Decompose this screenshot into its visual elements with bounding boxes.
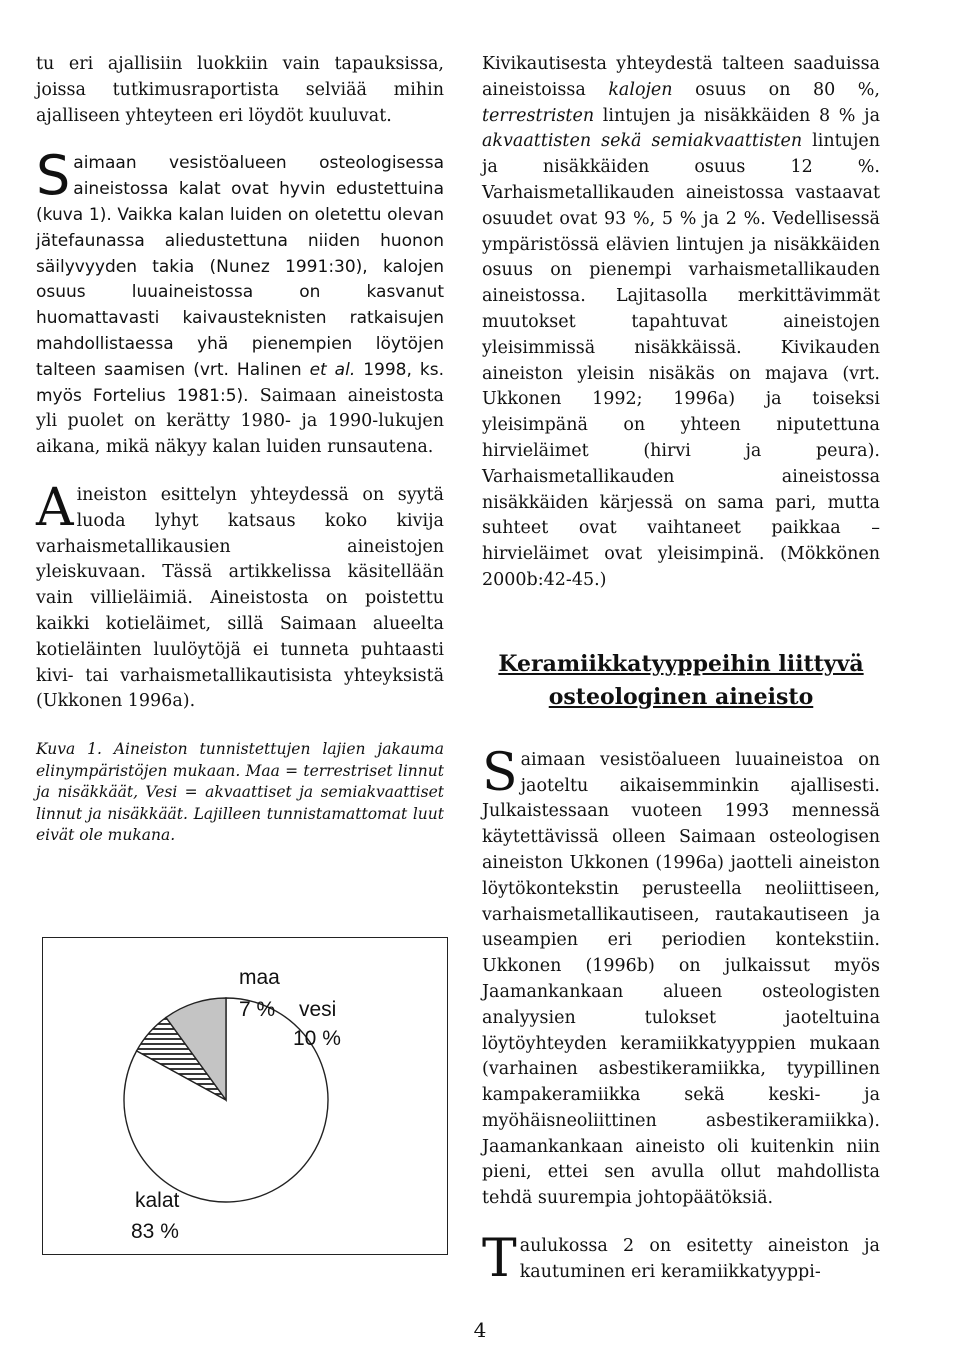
left-paragraph-3-text: ineiston esittelyn yhteydessä on syytä luoda lyhyt katsaus koko kivija varhaismetallikausien aineistojen yleiskuvaan. Tässä artikkelissa käsitellään vain villieläimiä. Aineistosta on poistettu kaikki kotieläimet, sillä Saimaan alueelta kotieläinten luulöytöjä ei tunneta puhtaasti kivi- tai varhaismetallikautisista yhteyksistä (Ukkonen 1996a). <box>36 484 444 712</box>
right-column <box>482 52 881 1290</box>
slice-label-vesi: vesi <box>299 998 337 1021</box>
slice-label-maa: maa <box>239 966 280 989</box>
right-paragraph-1-terrestristen: terrestristen <box>482 105 595 126</box>
left-column <box>36 52 444 847</box>
slice-value-maa: 7 % <box>239 998 276 1021</box>
section-heading: Keramiikkatyyppeihin liittyvä osteologinen aineisto <box>498 650 864 710</box>
left-paragraph-1: tu eri ajallisiin luokkiin vain tapauksissa, joissa tutkimusraportista selviää mihin ajalliseen yhteyteen eri löydöt kuuluvat. <box>36 54 444 126</box>
right-paragraph-3-text: aulukossa 2 on esitetty aineiston ja kautuminen eri keramiikkatyyppi- <box>519 1236 880 1282</box>
right-paragraph-1-d: lintujen ja nisäkkäiden osuus 12 %. Varhaismetallikauden aineistossa vastaavat osuudet ovat 93 %, 5 % ja 2 %. Vedellisessä ympäristössä elävien lintujen ja nisäkkäiden osuus on pienempi varhaismetallikauden aineistossa. Lajitasolla merkittävimmät muutokset tapahtuvat aineistojen yleisimmissä nisäkkäissä. Kivikauden aineiston yleisin nisäkäs on majava (vrt. Ukkonen 1992; 1996a) ja toiseksi yleisimpänä on yhteen niputettuna hirvieläimet (hirvi ja peura). Varhaismetallikauden aineistossa nisäkkäiden kärjessä on sama pari, mutta suhteet ovat vaihtaneet paikkaa – hirvieläimet ovat yleisimpinä. (Mökkönen 2000b:42-45.) <box>482 131 881 590</box>
right-paragraph-1-b: osuus on 80 %, <box>672 79 880 100</box>
drop-cap: S <box>36 144 71 208</box>
right-paragraph-1-c: lintujen ja nisäkkäiden 8 % ja <box>594 105 880 126</box>
drop-cap: S <box>482 742 518 803</box>
right-paragraph-1-kalojen: kalojen <box>608 79 673 100</box>
right-paragraph-1 <box>482 52 880 594</box>
left-paragraph-2-text-c: Saimaan aineistosta yli puolet on kerätty 1980- ja 1990-lukujen aikana, mikä näkyy kalan luiden runsautena. <box>36 385 444 458</box>
left-paragraph-2 <box>36 144 444 461</box>
right-paragraph-1-a: Kivikautisesta yhteydestä talteen saaduissa aineistoissa <box>482 54 880 100</box>
left-paragraph-3 <box>36 477 444 715</box>
slice-value-kalat: 83 % <box>131 1220 179 1243</box>
left-paragraph-2-text: aimaan vesistöalueen osteologisessa aineistossa kalat ovat hyvin edustettuina (kuva 1). Vaikka kalan luiden on oletettu olevan jätefaunassa aliedustettuna niiden huonon säilyvyyden takia (Nunez 1991:30), kalojen osuus luuaineistossa on kasvanut huomattavasti kaivausteknisten ratkaisujen mahdollistaessa yhä pienempien löytöjen talteen saamisen (vrt. Halinen <box>36 153 444 380</box>
pie-chart-svg <box>43 938 447 1254</box>
figure-caption: Kuva 1. Aineiston tunnistettujen lajien jakauma elinympäristöjen mukaan. Maa = terrestriset linnut ja nisäkkäät, Vesi = akvaattiset ja semiakvaattiset linnut ja nisäkkäät. Lajilleen tunnistamattomat luut eivät ole mukana. <box>36 740 444 845</box>
slice-value-vesi: 10 % <box>293 1027 341 1050</box>
pie-chart <box>42 937 448 1255</box>
drop-cap: A <box>36 477 74 538</box>
right-paragraph-3 <box>482 1229 880 1290</box>
left-paragraph-2-etal: et al. <box>309 359 356 380</box>
left-paragraph-2-text-b: 1998, ks. myös Fortelius 1981:5). <box>36 359 444 406</box>
right-paragraph-2-text: aimaan vesistöalueen luuaineistoa on jaoteltu aikaisemminkin ajallisesti. Julkaistessaan vuoteen 1993 mennessä käytettävissä olleen Saimaan osteologisen aineiston Ukkonen (1996a) jaotteli aineiston löytökontekstin perusteella neoliittiseen, varhaismetallikautiseen, rautakautiseen ja useampien eri periodien kontekstiin. Ukkonen (1996b) on julkaissut myös Jaamankankaan alueen osteologisten analyysien tulokset jaoteltuina löytöyhteyden keramiikkatyyppien mukaan (varhainen asbestikeramiikka, tyypillinen kampakeramiikka sekä keski- ja myöhäisneoliittinen asbestikeramiikka). Jaamankankaan aineisto oli kuitenkin niin pieni, ettei sen avulla ollut mahdollista tehdä suurempia johtopäätöksiä. <box>482 749 880 1209</box>
page-number: 4 <box>473 1318 487 1342</box>
drop-cap: T <box>482 1229 517 1290</box>
right-paragraph-1-akvaattisten: akvaattisten sekä semiakvaattisten <box>482 131 803 152</box>
slice-label-kalat: kalat <box>135 1189 180 1212</box>
right-paragraph-2 <box>482 742 880 1212</box>
